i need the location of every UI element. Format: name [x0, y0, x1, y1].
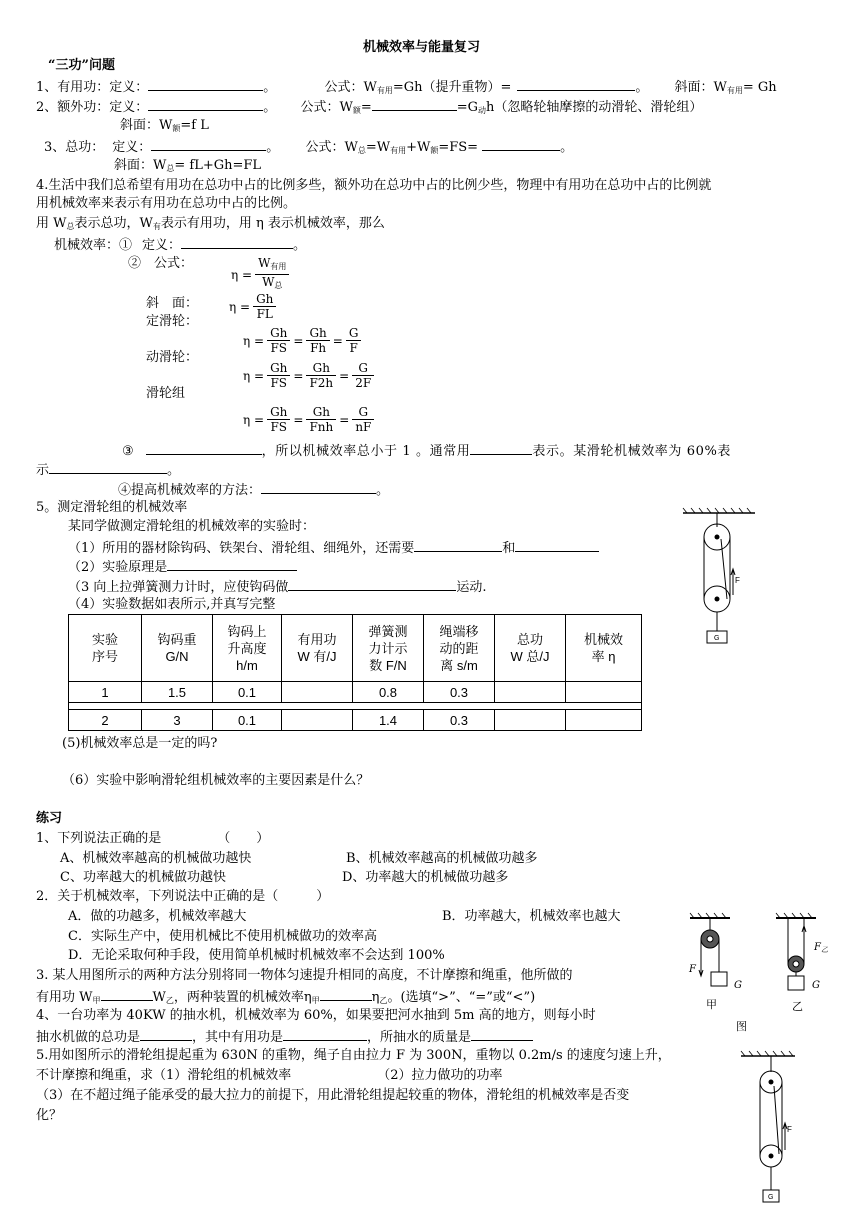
label-slope: 斜 面： — [146, 296, 199, 311]
force-label: F — [787, 1125, 792, 1134]
blank[interactable] — [471, 1028, 533, 1041]
blank[interactable] — [482, 138, 560, 151]
weight-label: G — [714, 635, 720, 642]
table-row — [69, 710, 642, 731]
header-cell: 绳端移 动的距 离 s/m — [424, 615, 495, 682]
blank[interactable] — [101, 988, 153, 1001]
para-4-line-3: 用 $W_总$表示总功，$W_有$表示有用功，用 η 表示机械效率，那么 — [36, 216, 385, 231]
weight-label: G — [812, 980, 820, 991]
point-3-line: ③ ，所以机械效率总小于 1 。通常用 表示。某滑轮机械效率为 60%表 — [122, 444, 732, 459]
header-cell: 钩码重 G/N — [142, 615, 213, 682]
formula-main: η = $\frac{W_{有用}}{W_总}$ — [228, 256, 289, 293]
useful-work-line: 1、有用功：定义： 。 公式：$W_{有用}=Gh$（提升重物）= 。 斜面：$W_{有用}= Gh$ — [36, 80, 777, 95]
practice-q4-line-2: 抽水机做的总功是 ，其中有用功是 ，所抽水的质量是 — [36, 1028, 533, 1046]
table-cell[interactable] — [495, 710, 566, 731]
section-three-works: “三功”问题 — [48, 58, 115, 73]
table-cell: 1 — [69, 682, 142, 703]
table-row — [69, 682, 642, 703]
header-cell: 机械效 率 η — [566, 615, 642, 682]
practice-q3-line-1: 3. 某人用图所示的两种方法分别将同一物体匀速提升相同的高度，不计摩擦和绳重，他所做的 — [36, 968, 573, 983]
figure-caption: 图 — [736, 1020, 747, 1033]
formula-slope: η = $\frac{Gh}{FL}$ — [226, 292, 276, 321]
blank[interactable] — [515, 539, 599, 552]
table-cell[interactable] — [566, 682, 642, 703]
blank[interactable] — [288, 578, 456, 591]
table-cell[interactable] — [282, 710, 353, 731]
point-3-line-2: 示 。 — [36, 463, 181, 478]
force-label-yi: $F_乙$ — [814, 942, 828, 954]
extra-work-line: 2、额外功：定义： 。 公式：$W_额= =G_动h$（忽略轮轴摩擦的动滑轮、滑轮组） — [36, 100, 703, 115]
label-movable-pulley: 动滑轮： — [146, 350, 199, 365]
table-cell: 1.5 — [142, 682, 213, 703]
blank[interactable] — [517, 78, 635, 91]
figure-label-jia: 甲 — [706, 998, 717, 1011]
section-5-q4: （4）实验数据如表所示,并真写完整 — [68, 597, 276, 612]
blank[interactable] — [167, 558, 297, 571]
section-5-q5: (5)机械效率总是一定的吗? — [62, 736, 218, 751]
efficiency-formula-label: ② 公式： — [128, 256, 194, 271]
blank[interactable] — [148, 98, 263, 111]
extra-work-slope: 斜面：$W_额=f$ L — [120, 118, 209, 133]
blank[interactable] — [181, 236, 293, 249]
header-cell: 弹簧测 力计示 数 F/N — [353, 615, 424, 682]
force-label: F — [689, 964, 696, 975]
para-4-line-2: 用机械效率来表示有用功在总功中占的比例。 — [36, 196, 297, 211]
table-cell[interactable] — [566, 710, 642, 731]
practice-q2-option-d[interactable]: D．无论采取何种手段，使用简单机械时机械效率不会达到 100% — [68, 948, 445, 963]
practice-title: 练习 — [36, 811, 63, 826]
practice-q5-line-3: （3）在不超过绳子能承受的最大拉力的前提下，用此滑轮组提起较重的物体，滑轮组的机械效率是否变 — [36, 1088, 630, 1103]
blank[interactable] — [414, 539, 502, 552]
section-5-intro: 某同学做测定滑轮组的机械效率的实验时： — [68, 519, 316, 534]
table-cell: 3 — [142, 710, 213, 731]
practice-q5-line-4: 化？ — [36, 1108, 63, 1123]
para-4-line-1: 4.生活中我们总希望有用功在总功中占的比例多些，额外功在总功中占的比例少些，物理中有用功在总功中占的比例就 — [36, 178, 712, 193]
practice-q2: 2．关于机械效率，下列说法中正确的是（ ） — [36, 889, 330, 904]
table-cell: 2 — [69, 710, 142, 731]
total-work-slope: 斜面：$W_总= fL+Gh=FL$ — [114, 158, 262, 173]
page-title: 机械效率与能量复习 — [363, 40, 481, 55]
header-cell: 总功 W 总/J — [495, 615, 566, 682]
force-label: F — [735, 576, 740, 585]
header-cell: 实验 序号 — [69, 615, 142, 682]
formula-fixed-pulley: η = $\frac{Gh}{FS}$ = $\frac{Gh}{Fh}$ = $\frac{G}{F}$ — [240, 326, 361, 355]
section-5-title: 5。测定滑轮组的机械效率 — [36, 500, 188, 515]
weight-label: G — [768, 1194, 774, 1201]
practice-q1-option-d[interactable]: D、功率越大的机械做功越多 — [342, 870, 509, 885]
practice-q1-option-b[interactable]: B、机械效率越高的机械做功越多 — [346, 851, 538, 866]
experiment-table — [68, 614, 642, 731]
practice-q1-option-a[interactable]: A、机械效率越高的机械做功越快 — [60, 851, 252, 866]
practice-q1-option-c[interactable]: C、功率越大的机械做功越快 — [60, 870, 226, 885]
practice-q5-line-2: 不计摩擦和绳重，求（1）滑轮组的机械效率 （2）拉力做功的功率 — [36, 1068, 503, 1083]
practice-q1: 1、下列说法正确的是 （ ） — [36, 831, 270, 846]
section-5-q6: （6）实验中影响滑轮组机械效率的主要因素是什么？ — [62, 773, 370, 788]
section-5-q3: （3 向上拉弹簧测力计时，应使钩码做 运动. — [68, 580, 487, 595]
table-cell: 0.8 — [353, 682, 424, 703]
pulley-block-figure-1 — [675, 505, 775, 650]
practice-q5-line-1: 5.用如图所示的滑轮组提起重为 630N 的重物，绳子自由拉力 F 为 300N，重物以 0.2m/s 的速度匀速上升， — [36, 1048, 671, 1063]
section-5-q2: （2）实验原理是 — [68, 558, 297, 576]
blank[interactable] — [470, 442, 532, 455]
label-fixed-pulley: 定滑轮： — [146, 314, 199, 329]
header-cell: 钩码上 升高度 h/m — [213, 615, 282, 682]
table-cell: 0.1 — [213, 682, 282, 703]
blank[interactable] — [146, 442, 262, 455]
header-cell: 有用功 W 有/J — [282, 615, 353, 682]
practice-q2-option-c[interactable]: C．实际生产中，使用机械比不使用机械做功的效率高 — [68, 929, 377, 944]
section-5-q1: （1）所用的器材除钩码、铁架台、滑轮组、细绳外，还需要 和 — [68, 539, 599, 557]
practice-q3-line-2: 有用功 $W_甲$ $W_乙$，两种装置的机械效率$\eta_甲$ $\eta_乙$。(选填“>”、“=”或“<”) — [36, 990, 536, 1005]
blank[interactable] — [261, 481, 376, 494]
table-cell: 0.3 — [424, 682, 495, 703]
table-cell: 0.3 — [424, 710, 495, 731]
pulley-figure-jia-yi — [680, 910, 840, 1040]
table-cell: 0.1 — [213, 710, 282, 731]
blank[interactable] — [372, 98, 457, 111]
table-cell: 1.4 — [353, 710, 424, 731]
formula-pulley-block: η = $\frac{Gh}{FS}$ = $\frac{Gh}{\text{Fnh}}$ = $\frac{G}{nF}$ — [240, 405, 374, 434]
point-4-line: ④提高机械效率的方法： 。 — [118, 483, 390, 498]
table-cell[interactable] — [495, 682, 566, 703]
blank[interactable] — [151, 138, 266, 151]
table-cell[interactable] — [282, 682, 353, 703]
blank[interactable] — [148, 78, 263, 91]
pulley-block-figure-2 — [735, 1050, 815, 1210]
efficiency-definition: 机械效率：① 定义： 。 — [54, 238, 307, 253]
practice-q4-line-1: 4、一台功率为 40KW 的抽水机，机械效率为 60%，如果要把河水抽到 5m 高的地方，则每小时 — [36, 1008, 596, 1023]
practice-q2-option-a[interactable]: A．做的功越多，机械效率越大 — [68, 909, 247, 924]
weight-label: G — [734, 980, 742, 991]
blank[interactable] — [49, 461, 167, 474]
blank[interactable] — [283, 1028, 367, 1041]
practice-q2-option-b[interactable]: B．功率越大，机械效率也越大 — [442, 909, 621, 924]
figure-label-yi: 乙 — [792, 1000, 803, 1013]
blank[interactable] — [320, 988, 372, 1001]
label-pulley-block: 滑轮组 — [146, 386, 186, 401]
formula-movable-pulley: η = $\frac{Gh}{FS}$ = $\frac{Gh}{F2h}$ = $\frac{G}{2F}$ — [240, 361, 374, 390]
blank[interactable] — [140, 1028, 192, 1041]
total-work-line: 3、总功： 定义： 。 公式：$W_总=W_{有用}+W_额=FS=$ 。 — [44, 140, 574, 155]
